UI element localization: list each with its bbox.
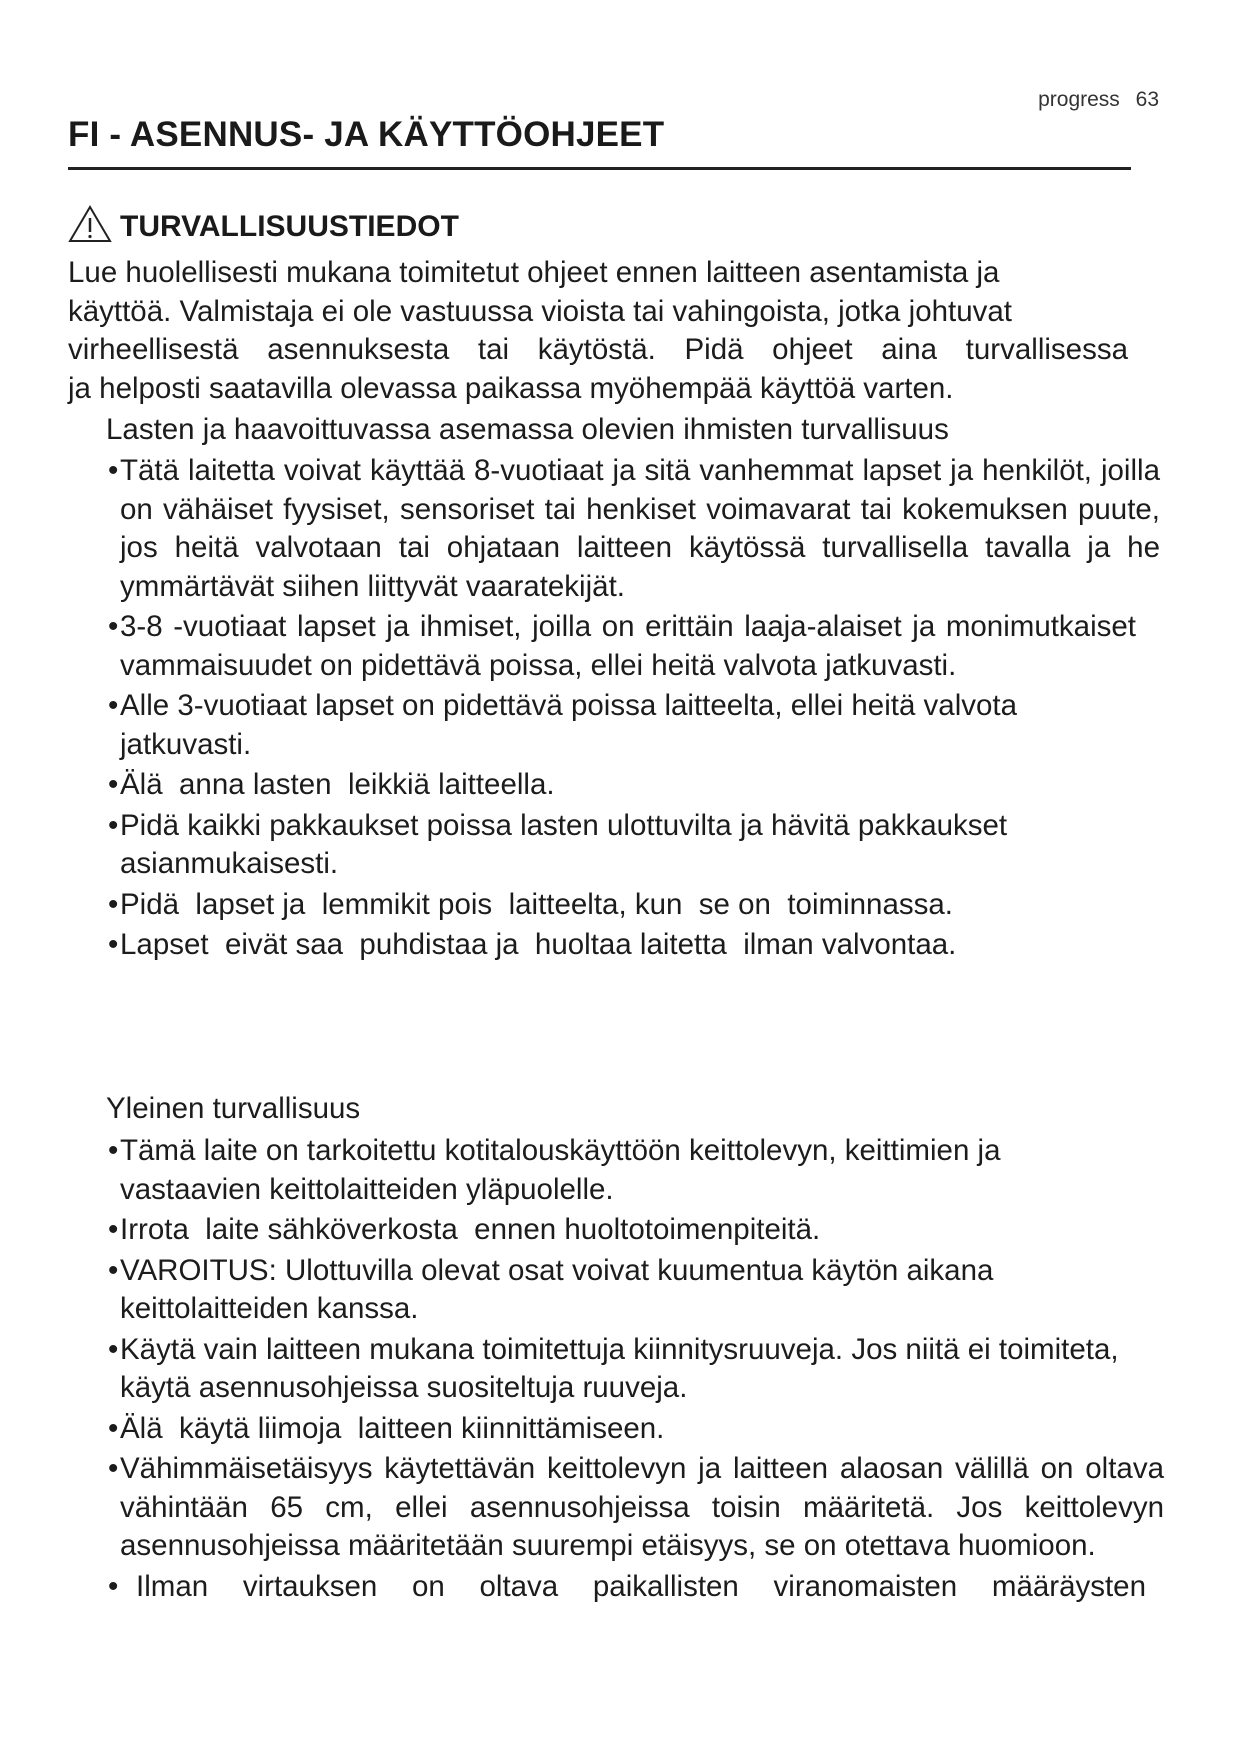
list-item (106, 1132, 1136, 1209)
list-item (106, 1211, 1136, 1250)
list-item (106, 687, 1136, 764)
page-header (1038, 88, 1159, 112)
list-item-text: Irrota laite sähköverkosta ennen huoltotoimenpiteitä. (120, 1213, 821, 1246)
list-item (106, 1331, 1136, 1408)
bullet-icon: • (108, 610, 119, 643)
list-item-text: Älä anna lasten leikkiä laitteella. (120, 768, 555, 801)
bullet-icon: • (108, 1213, 119, 1246)
bullet-icon: • (108, 1569, 119, 1603)
bullet-icon: • (108, 1332, 119, 1366)
general-safety-list (106, 1132, 1166, 1608)
list-item-text: Ilman virtauksen on oltava paikallisten viranomaisten määräysten (136, 1569, 1146, 1603)
list-item-text: Vähimmäisetäisyys käytettävän keittolevyn ja laitteen alaosan välillä on oltava vähintään 65 cm, ellei asennusohjeissa toisin määritetä. Jos keittolevyn asennusohjeissa määritetään suurempi etäisyys, se on otettava huomioon. (120, 1452, 1164, 1562)
list-item-text: Tätä laitetta voivat käyttää 8-vuotiaat ja sitä vanhemmat lapset ja henkilöt, joilla on vähäiset fyysiset, sensoriset tai henkiset voimavarat tai kokemuksen puute, jos heitä valvotaan tai ohjataan laitteen käytössä turvallisella tavalla ja he ymmärtävät siihen liittyvät vaaratekijät. (120, 454, 1160, 603)
intro-line: virheellisestä asennuksesta tai käytöstä. Pidä ohjeet aina turvallisessa (68, 333, 1128, 366)
list-item-text: Käytä vain laitteen mukana toimitettuja kiinnitysruuveja. Jos niitä ei toimiteta, käytä asennusohjeissa suositeltuja ruuveja. (120, 1332, 1119, 1404)
title-divider (68, 167, 1131, 170)
list-item-text: Lapset eivät saa puhdistaa ja huoltaa laitetta ilman valvontaa. (120, 928, 957, 961)
list-item (106, 766, 1136, 805)
safety-intro (68, 254, 1128, 408)
safety-heading-text: TURVALLISUUSTIEDOT (120, 210, 459, 243)
list-item (106, 1252, 1136, 1329)
warning-triangle-icon (68, 205, 112, 243)
list-item-text: Tämä laite on tarkoitettu kotitalouskäyttöön keittolevyn, keittimien ja vastaavien keittolaitteiden yläpuolelle. (120, 1134, 1001, 1206)
list-item (106, 886, 1136, 925)
list-item-text: Alle 3-vuotiaat lapset on pidettävä poissa laitteelta, ellei heitä valvota jatkuvasti. (120, 689, 1018, 761)
children-safety-heading: Lasten ja haavoittuvassa asemassa olevien ihmisten turvallisuus (106, 413, 949, 446)
list-item (106, 1450, 1164, 1566)
intro-line: Lue huolellisesti mukana toimitetut ohjeet ennen laitteen asentamista ja (68, 256, 1000, 289)
bullet-icon: • (108, 1134, 119, 1167)
bullet-icon: • (108, 887, 119, 921)
bullet-icon: • (108, 1452, 119, 1485)
bullet-icon: • (108, 454, 119, 487)
page-number: 63 (1135, 88, 1159, 111)
bullet-icon: • (108, 808, 119, 842)
bullet-icon: • (108, 928, 119, 961)
general-safety-heading: Yleinen turvallisuus (106, 1092, 361, 1125)
list-item-text: Pidä kaikki pakkaukset poissa lasten ulottuvilta ja hävitä pakkaukset asianmukaisesti. (120, 808, 1008, 880)
bullet-icon: • (108, 768, 119, 801)
bullet-icon: • (108, 689, 119, 722)
intro-line: ja helposti saatavilla olevassa paikassa myöhempää käyttöä varten. (68, 371, 954, 405)
list-item (106, 452, 1164, 606)
bullet-icon: • (108, 1253, 119, 1287)
intro-line: käyttöä. Valmistaja ei ole vastuussa vioista tai vahingoista, jotka johtuvat (68, 294, 1012, 328)
bullet-icon: • (108, 1411, 119, 1445)
list-item (106, 608, 1136, 685)
list-item-text: Älä käytä liimoja laitteen kiinnittämiseen. (120, 1411, 665, 1445)
brand-name: progress (1038, 88, 1120, 111)
list-item (106, 1410, 1136, 1449)
safety-heading (68, 210, 459, 244)
list-item-text: VAROITUS: Ulottuvilla olevat osat voivat kuumentua käytön aikana keittolaitteiden kanssa. (120, 1253, 994, 1325)
document-title: FI - ASENNUS- JA KÄYTTÖOHJEET (68, 115, 665, 154)
list-item-text: 3-8 -vuotiaat lapset ja ihmiset, joilla on erittäin laaja-alaiset ja monimutkaiset vammaisuudet on pidettävä poissa, ellei heitä valvota jatkuvasti. (120, 610, 1136, 682)
children-safety-list (106, 452, 1166, 967)
list-item-text: Pidä lapset ja lemmikit pois laitteelta, kun se on toiminnassa. (120, 887, 953, 921)
list-item (106, 1568, 1146, 1607)
list-item (106, 807, 1136, 884)
list-item (106, 926, 1136, 965)
